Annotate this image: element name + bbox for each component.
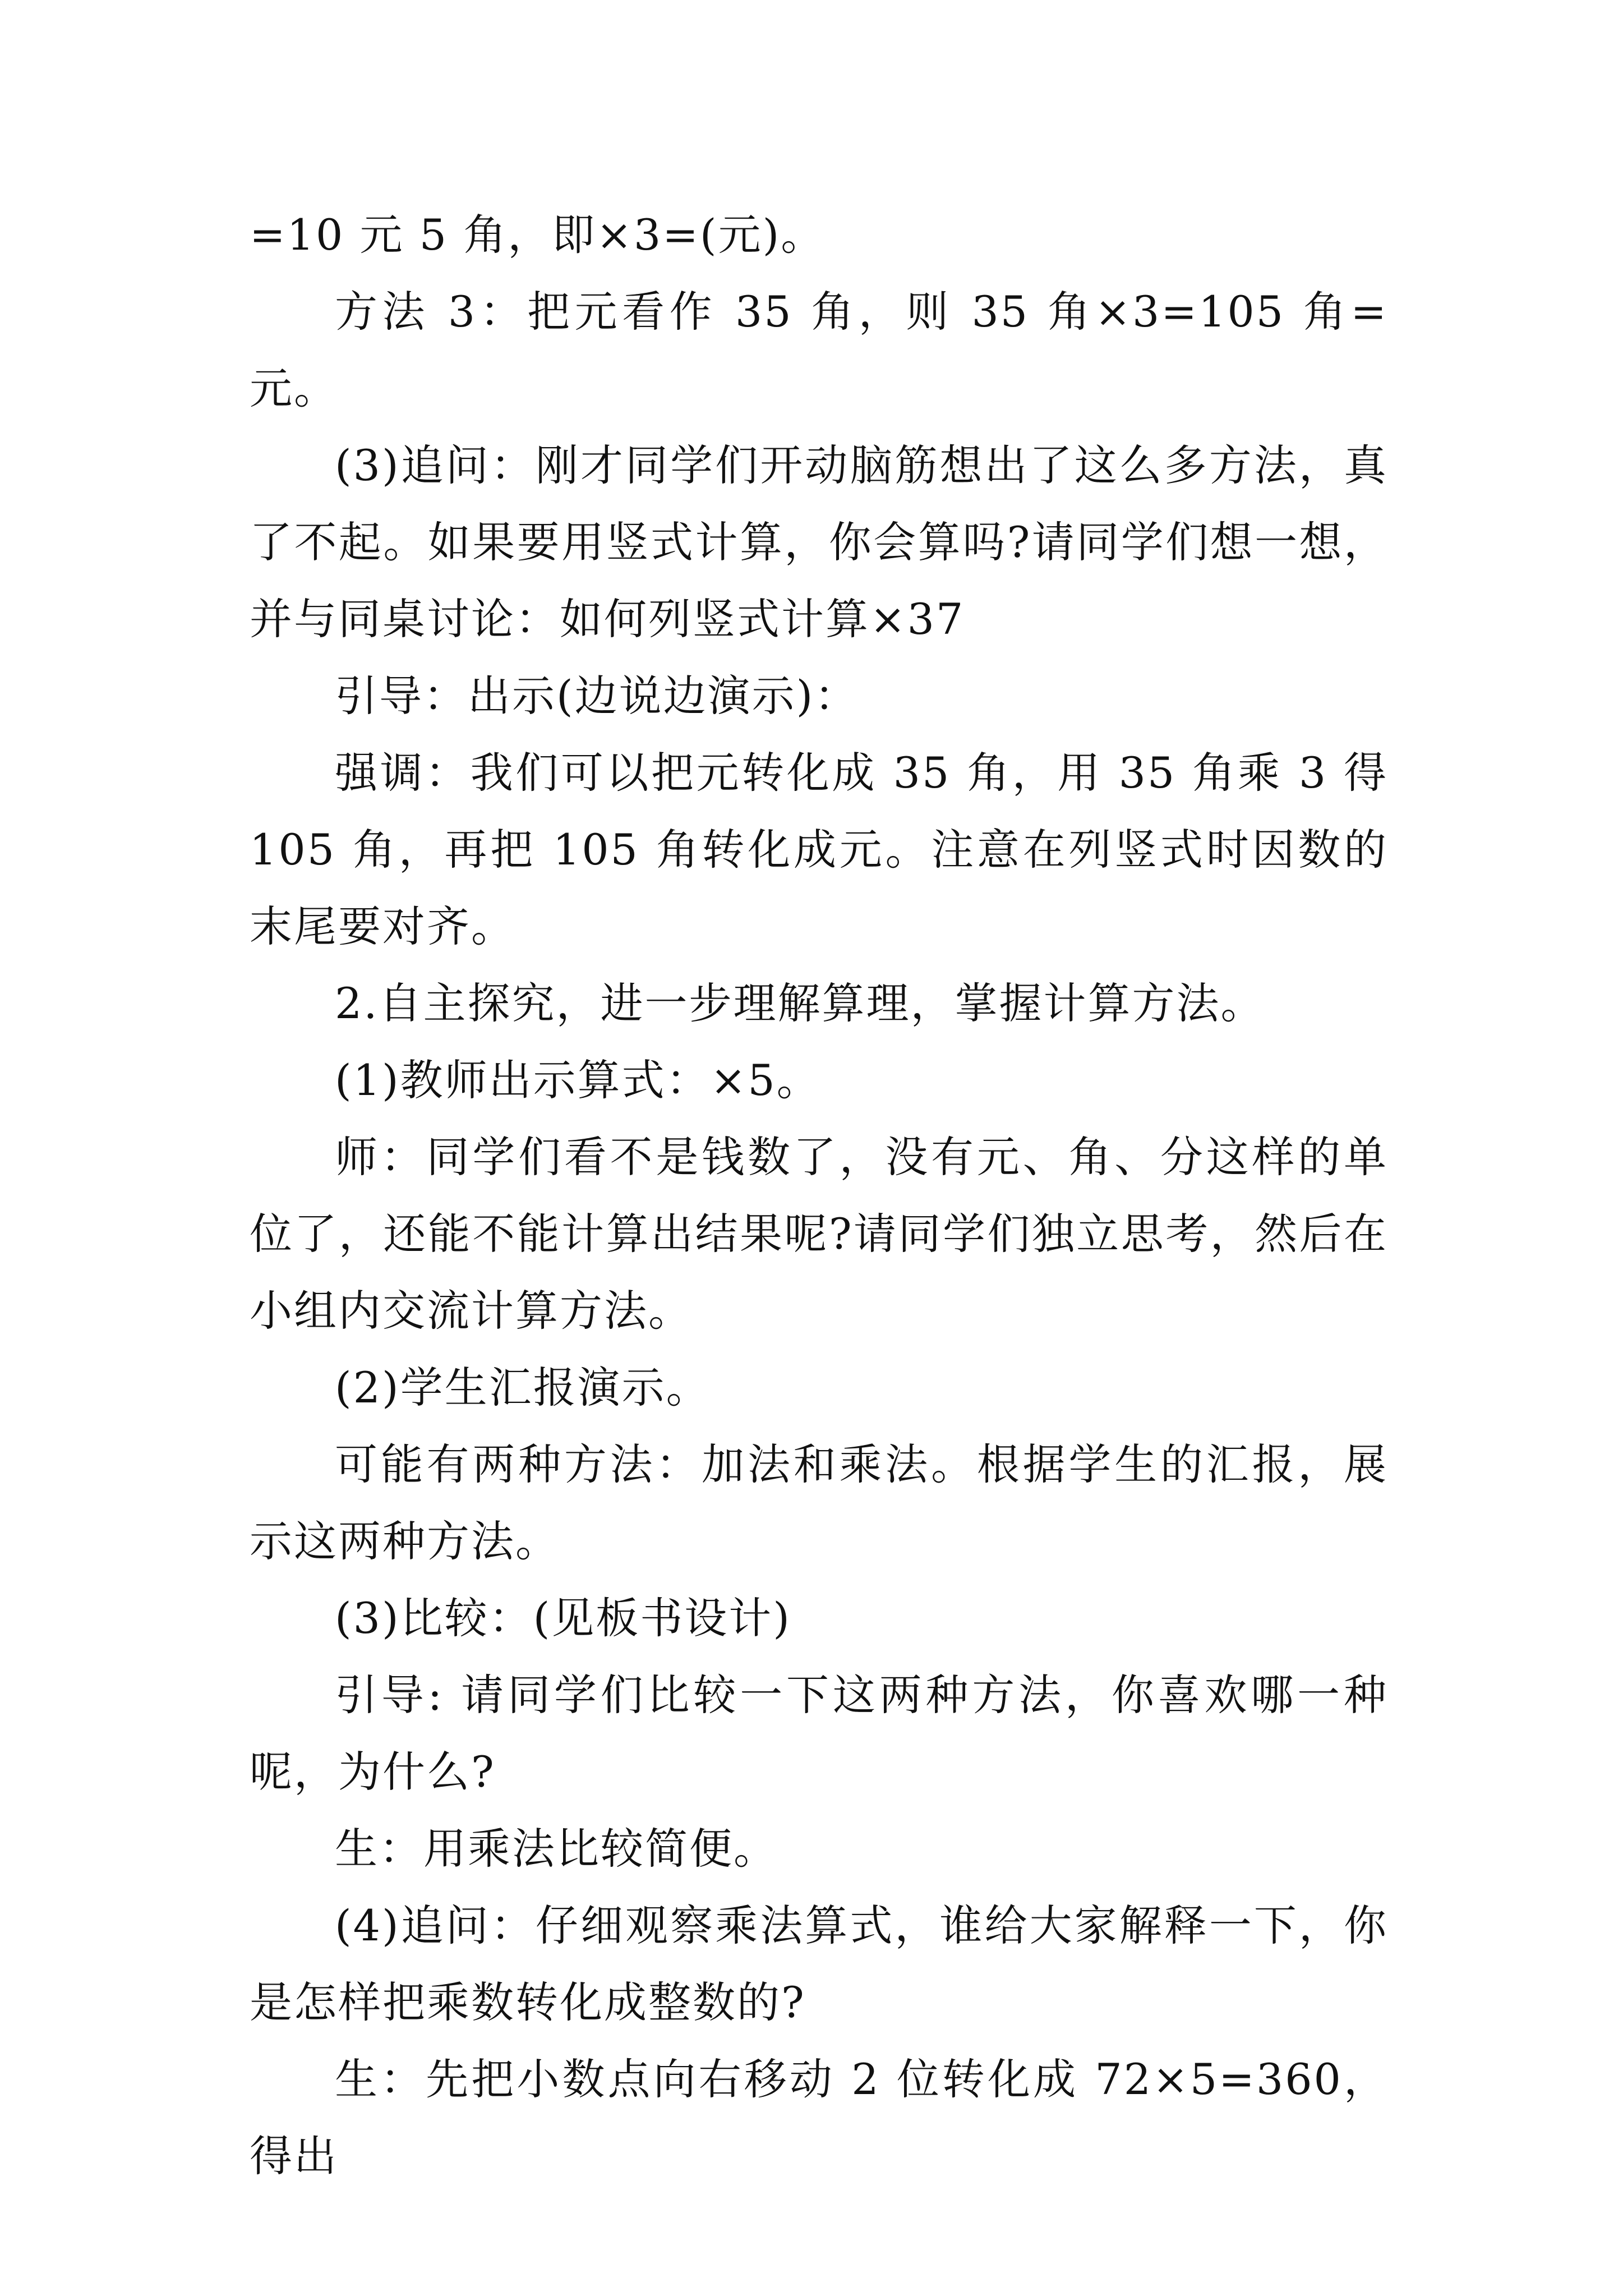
document-body <box>250 196 1388 2194</box>
paragraph-emphasis: 强调：我们可以把元转化成 35 角，用 35 角乘 3 得 105 角，再把 105 角转化成元。注意在列竖式时因数的末尾要对齐。 <box>250 748 1388 951</box>
paragraph-guide-compare: 引导: 请同学们比较一下这两种方法，你喜欢哪一种呢，为什么? <box>250 1670 1388 1797</box>
paragraph-follow-up-question: (3)追问：刚才同学们开动脑筋想出了这么多方法，真了不起。如果要用竖式计算，你会算吗?请同学们想一想，并与同桌讨论：如何列竖式计算×37 <box>250 440 1388 644</box>
paragraph-section-2: 2.自主探究，进一步理解算理，掌握计算方法。 <box>335 978 1265 1028</box>
paragraph-guide-demo: 引导：出示(边说边演示)： <box>335 671 859 721</box>
paragraph-method-3: 方法 3：把元看作 35 角，则 35 角×3=105 角=元。 <box>250 287 1388 413</box>
paragraph-continuation: =10 元 5 角，即×3=(元)。 <box>250 210 826 260</box>
paragraph-teacher-formula: (1)教师出示算式：×5。 <box>335 1055 821 1105</box>
paragraph-compare: (3)比较：(见板书设计) <box>335 1593 791 1643</box>
paragraph-student-answer: 生：用乘法比较简便。 <box>335 1824 778 1874</box>
paragraph-two-methods: 可能有两种方法：加法和乘法。根据学生的汇报，展示这两种方法。 <box>250 1439 1388 1566</box>
paragraph-teacher-prompt: 师：同学们看不是钱数了，没有元、角、分这样的单位了，还能不能计算出结果呢?请同学们独立思考，然后在小组内交流计算方法。 <box>250 1132 1388 1336</box>
paragraph-student-explain: 生：先把小数点向右移动 2 位转化成 72×5=360，得出 <box>250 2054 1388 2181</box>
paragraph-student-report: (2)学生汇报演示。 <box>335 1363 711 1412</box>
paragraph-follow-up-observe: (4)追问：仔细观察乘法算式，谁给大家解释一下，你是怎样把乘数转化成整数的? <box>250 1901 1388 2027</box>
